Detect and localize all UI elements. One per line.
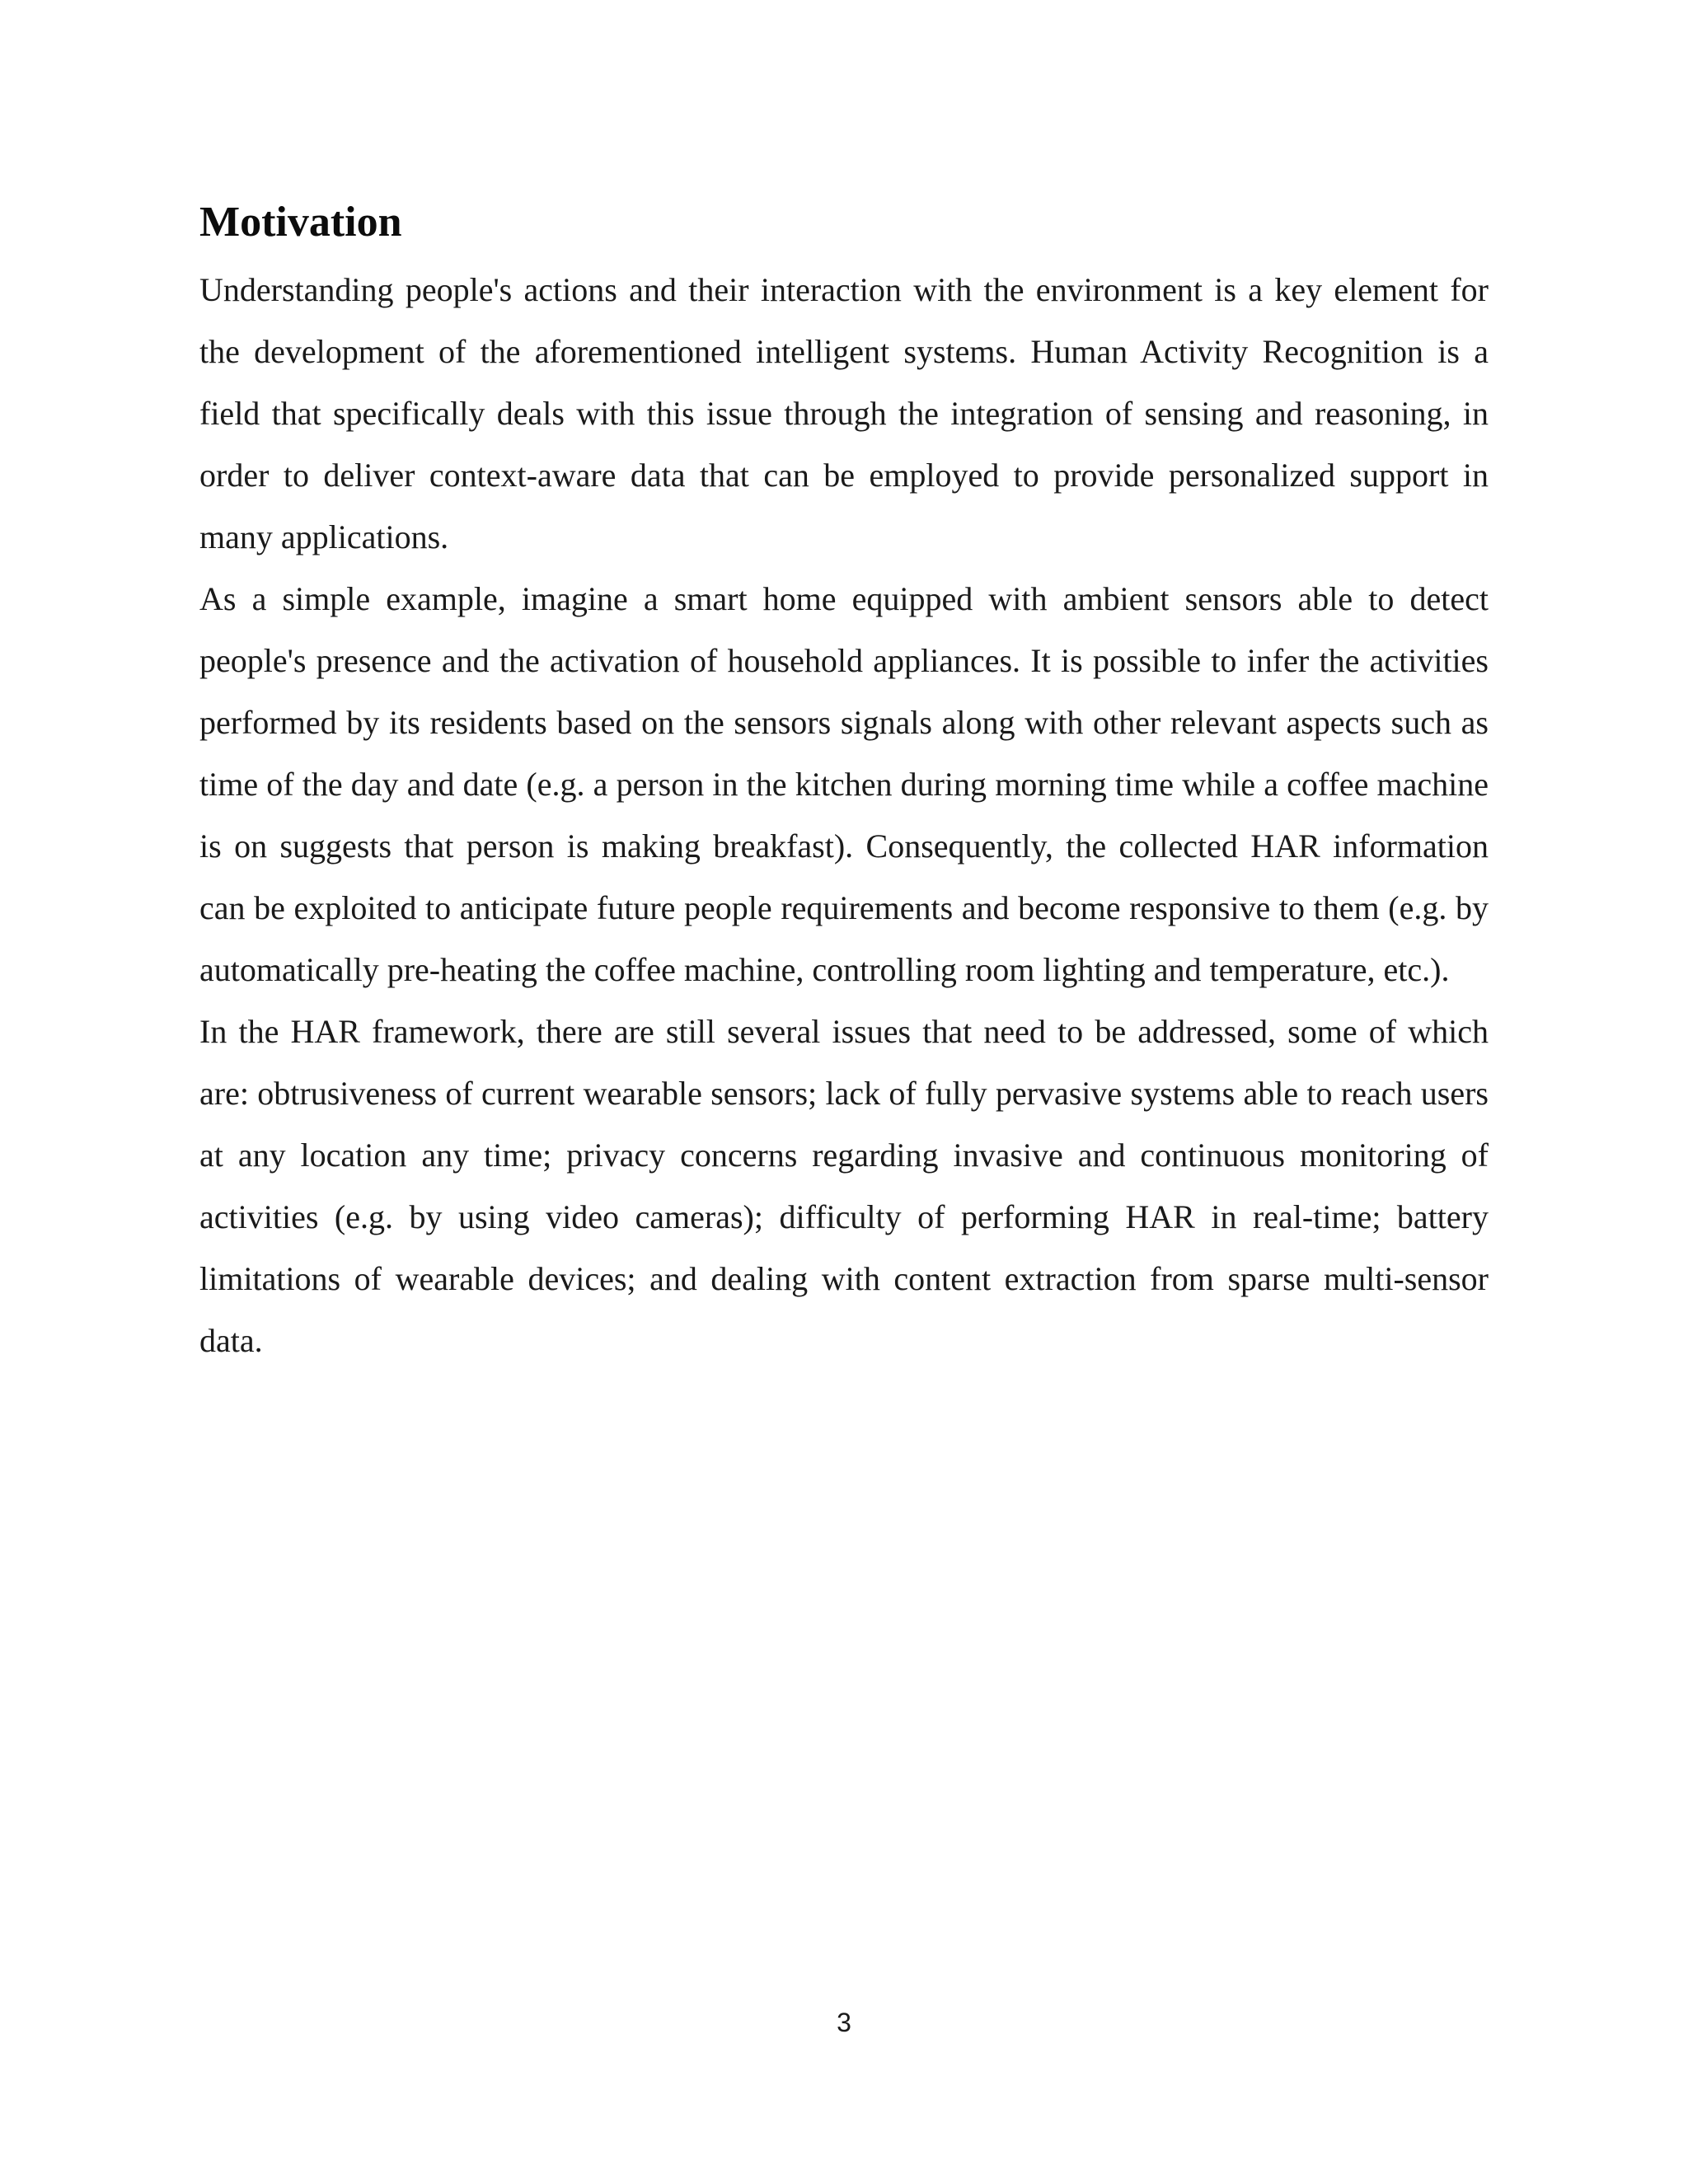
paragraph-1: Understanding people's actions and their interaction with the environment is a key element for the development of the aforementioned intelligent systems. Human Activity Recognition is a field that specifically deals with this issue through the integration of sensing and reasoning, in order to deliver context-aware data that can be employed to provide personalized support in many applications. (199, 271, 1489, 555)
paragraph-2: As a simple example, imagine a smart home equipped with ambient sensors able to detect people's presence and the activation of household appliances. It is possible to infer the activities performed by its residents based on the sensors signals along with other relevant aspects such as time of the day and date (e.g. a person in the kitchen during morning time while a coffee machine is on suggests that person is making breakfast). Consequently, the collected HAR information can be exploited to anticipate future people requirements and become responsive to them (e.g. by automatically pre-heating the coffee machine, controlling room lighting and temperature, etc.). (199, 580, 1489, 988)
page-content (199, 198, 1489, 1371)
page-number: 3 (837, 2008, 851, 2037)
section-heading: Motivation (199, 199, 402, 246)
paragraph-3: In the HAR framework, there are still several issues that need to be addressed, some of which are: obtrusiveness of current wearable sensors; lack of fully pervasive systems able to reach users at any location any time; privacy concerns regarding invasive and continuous monitoring of activities (e.g. by using video cameras); difficulty of performing HAR in real-time; battery limitations of wearable devices; and dealing with content extraction from sparse multi-sensor data. (199, 1013, 1489, 1359)
